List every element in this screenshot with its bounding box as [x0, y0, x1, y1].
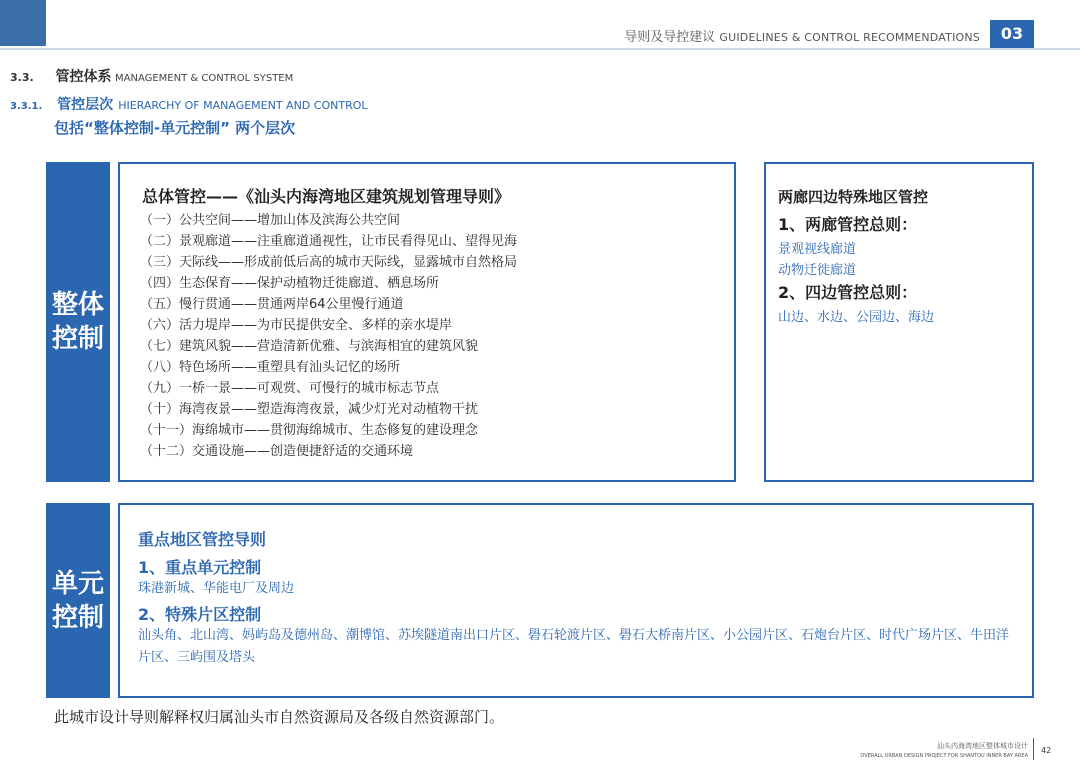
- header-title: [624, 26, 980, 45]
- page-number: 42: [1041, 746, 1052, 755]
- overall-control-panel: [118, 162, 736, 482]
- corner-block: [0, 0, 46, 46]
- list-item: （七）建筑风貌——营造清新优雅、与滨海相宜的建筑风貌: [140, 339, 479, 354]
- subsection-number: 3.3.1.: [10, 101, 43, 112]
- list-item: （十二）交通设施——创造便捷舒适的交通环境: [140, 444, 414, 459]
- header-title-cn: 导则及导控建议: [624, 30, 716, 45]
- list-item: （九）一桥一景——可观赏、可慢行的城市标志节点: [140, 381, 440, 396]
- footer-project-en: OVERALL URBAN DESIGN PROJECT FOR SHANTOU INNER BAY AREA: [860, 753, 1028, 759]
- key-unit-items: 珠港新城、华能电厂及周边: [138, 581, 295, 596]
- corridor-item-2: 动物迁徙廊道: [778, 263, 857, 278]
- special-zone-heading: 2、特殊片区控制: [138, 605, 262, 624]
- subsection-heading: [10, 94, 368, 114]
- section-heading: [10, 66, 293, 86]
- unit-control-label: [46, 503, 110, 698]
- list-item: （六）活力堤岸——为市民提供安全、多样的亲水堤岸: [140, 318, 453, 333]
- header-title-en: GUIDELINES & CONTROL RECOMMENDATIONS: [719, 31, 980, 44]
- edges-items: 山边、水边、公园边、海边: [778, 310, 935, 325]
- list-item: （五）慢行贯通——贯通两岸64公里慢行通道: [140, 297, 404, 312]
- footer-divider: [1033, 738, 1034, 760]
- special-zone-items: 汕头角、北山湾、妈屿岛及德州岛、潮博馆、苏埃隧道南出口片区、礐石轮渡片区、礐石大桥南片区、小公园片区、石炮台片区、时代广场片区、牛田洋片区、三屿围及塔头: [138, 628, 1010, 665]
- subsection-title-en: HIERARCHY OF MANAGEMENT AND CONTROL: [118, 99, 368, 112]
- special-area-panel: [764, 162, 1034, 482]
- interpretation-note: 此城市设计导则解释权归属汕头市自然资源局及各级自然资源部门。: [54, 708, 505, 726]
- unit-control-label-text: 单元控制: [51, 568, 104, 633]
- chapter-number: 03: [990, 20, 1034, 48]
- list-item: （三）天际线——形成前低后高的城市天际线，显露城市自然格局: [140, 255, 518, 270]
- section-number: 3.3.: [10, 71, 34, 84]
- list-item: （一）公共空间——增加山体及滨海公共空间: [140, 213, 401, 228]
- overall-control-label: [46, 162, 110, 482]
- corridor-item-1: 景观视线廊道: [778, 242, 857, 257]
- header-divider: [0, 48, 1080, 50]
- list-item: （四）生态保育——保护动植物迁徙廊道、栖息场所: [140, 276, 440, 291]
- section-title-en: MANAGEMENT & CONTROL SYSTEM: [115, 73, 294, 84]
- key-unit-heading: 1、重点单元控制: [138, 558, 262, 577]
- list-item: （十一）海绵城市——贯彻海绵城市、生态修复的建设理念: [140, 423, 479, 438]
- list-item: （八）特色场所——重塑具有汕头记忆的场所: [140, 360, 401, 375]
- overall-control-list: [140, 210, 517, 462]
- list-item: （二）景观廊道——注重廊道通视性，让市民看得见山、望得见海: [140, 234, 518, 249]
- unit-control-panel: [118, 503, 1034, 698]
- edges-heading: 2、四边管控总则：: [778, 283, 918, 302]
- subsection-title-cn: 管控层次: [57, 97, 114, 113]
- overall-control-title: 总体管控——《汕头内海湾地区建筑规划管理导则》: [142, 187, 511, 206]
- subsection-subtitle: 包括“整体控制-单元控制” 两个层次: [54, 119, 296, 137]
- unit-control-title: 重点地区管控导则: [138, 530, 267, 549]
- list-item: （十）海湾夜景——塑造海湾夜景，减少灯光对动植物干扰: [140, 402, 479, 417]
- footer-project-cn: 汕头内海湾地区整体城市设计: [937, 742, 1028, 750]
- overall-control-label-text: 整体控制: [51, 290, 104, 354]
- section-title-cn: 管控体系: [55, 69, 112, 85]
- special-area-title: 两廊四边特殊地区管控: [778, 188, 929, 206]
- corridor-heading: 1、两廊管控总则：: [778, 215, 918, 234]
